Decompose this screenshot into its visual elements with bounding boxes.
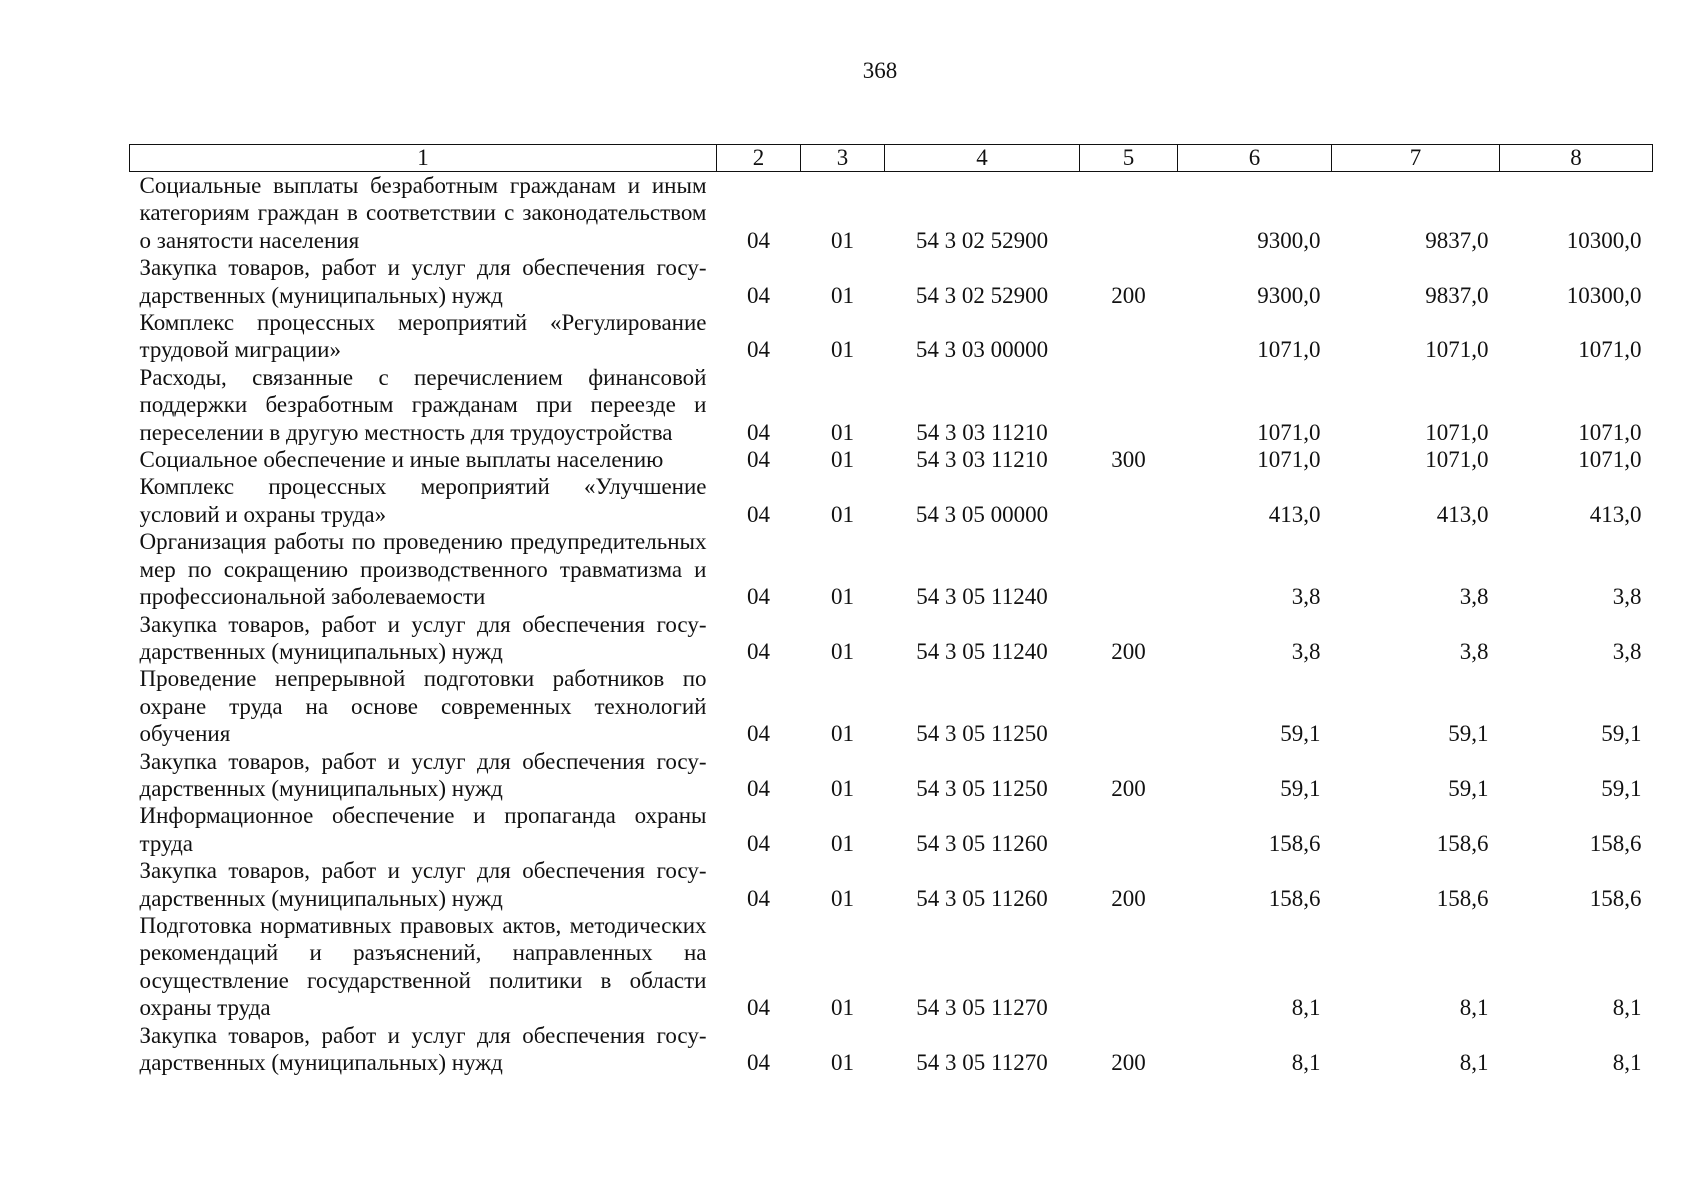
expense-type-code (1080, 364, 1178, 446)
amount-col-7: 1071,0 (1425, 337, 1489, 363)
amount-col-7: 158,6 (1436, 885, 1489, 911)
amount-col-7: 8,1 (1459, 995, 1489, 1021)
table-row (130, 364, 1653, 446)
column-header-3: 3 (801, 145, 885, 172)
expense-type-code (1080, 665, 1178, 747)
amount-col-8: 1071,0 (1578, 337, 1642, 363)
amount-col-6: 413,0 (1268, 501, 1321, 527)
budget-table (129, 144, 1653, 1076)
column-header-6: 6 (1178, 145, 1332, 172)
table-row (130, 473, 1653, 528)
amount-col-8: 158,6 (1589, 830, 1642, 856)
section-code: 04 (747, 447, 770, 473)
subsection-code: 01 (831, 501, 854, 527)
expense-name: Социальные выплаты безработным гражданам и иным категориям граждан в соответствии с законодательством о занятости населения (139, 173, 707, 253)
target-article-code: 54 3 05 11240 (916, 584, 1048, 610)
expense-name: Подготовка нормативных правовых актов, методических рекомендаций и разъяснений, направленных на осуществление государственной политики в области охраны труда (139, 912, 707, 1021)
target-article-code: 54 3 05 00000 (915, 501, 1049, 527)
table-row (130, 528, 1653, 610)
expense-type-code (1080, 912, 1178, 1022)
amount-col-7: 9837,0 (1425, 282, 1489, 308)
amount-col-7: 3,8 (1459, 638, 1489, 664)
amount-col-6: 1071,0 (1257, 337, 1321, 363)
target-article-code: 54 3 05 11270 (916, 995, 1048, 1021)
amount-col-7: 3,8 (1459, 584, 1489, 610)
expense-type-code: 200 (1111, 775, 1146, 801)
section-code: 04 (747, 885, 770, 911)
amount-col-6: 59,1 (1280, 721, 1321, 747)
amount-col-8: 10300,0 (1566, 227, 1642, 253)
column-header-7: 7 (1332, 145, 1500, 172)
expense-name: Социальное обеспечение и иные выплаты населению (139, 447, 664, 473)
amount-col-7: 158,6 (1436, 830, 1489, 856)
column-header-8: 8 (1500, 145, 1653, 172)
subsection-code: 01 (831, 995, 854, 1021)
section-code: 04 (747, 1050, 770, 1075)
expense-name: Расходы, связанные с перечислением финансовой поддержки безработным гражданам при переезде и переселении в другую местность для трудоустройства (139, 364, 707, 445)
expense-name: Закупка товаров, работ и услуг для обеспечения государственных (муниципальных) нужд (139, 858, 707, 911)
expense-type-code: 200 (1111, 638, 1146, 664)
amount-col-7: 8,1 (1459, 1050, 1489, 1075)
target-article-code: 54 3 05 11250 (916, 775, 1048, 801)
expense-type-code: 300 (1111, 447, 1146, 473)
amount-col-8: 1071,0 (1578, 419, 1642, 445)
target-article-code: 54 3 03 11210 (916, 447, 1048, 473)
table-row (130, 802, 1653, 857)
column-header-4: 4 (885, 145, 1080, 172)
table-row (130, 172, 1653, 255)
page-number: 368 (862, 58, 898, 83)
amount-col-6: 1071,0 (1257, 447, 1321, 473)
expense-name: Закупка товаров, работ и услуг для обеспечения государственных (муниципальных) нужд (139, 255, 707, 308)
table-row (130, 912, 1653, 1022)
amount-col-6: 9300,0 (1257, 282, 1321, 308)
amount-col-6: 3,8 (1291, 638, 1321, 664)
expense-type-code (1080, 309, 1178, 364)
section-code: 04 (747, 337, 770, 363)
amount-col-7: 1071,0 (1425, 447, 1489, 473)
amount-col-8: 10300,0 (1566, 282, 1642, 308)
amount-col-8: 3,8 (1612, 638, 1642, 664)
expense-name: Закупка товаров, работ и услуг для обеспечения государственных (муниципальных) нужд (139, 611, 707, 664)
amount-col-8: 3,8 (1612, 584, 1642, 610)
amount-col-8: 59,1 (1601, 775, 1642, 801)
table-row (130, 748, 1653, 803)
table-row (130, 611, 1653, 666)
section-code: 04 (747, 995, 770, 1021)
amount-col-6: 59,1 (1280, 775, 1321, 801)
expense-name: Закупка товаров, работ и услуг для обеспечения государственных (муниципальных) нужд (139, 1022, 707, 1075)
column-header-1: 1 (130, 145, 717, 172)
expense-type-code (1080, 528, 1178, 610)
target-article-code: 54 3 05 11240 (916, 638, 1048, 664)
header-row (130, 145, 1653, 172)
amount-col-8: 1071,0 (1578, 447, 1642, 473)
subsection-code: 01 (831, 638, 854, 664)
amount-col-6: 158,6 (1268, 830, 1321, 856)
amount-col-6: 9300,0 (1257, 227, 1321, 253)
expense-name: Комплекс процессных мероприятий «Улучшение условий и охраны труда» (139, 474, 707, 527)
amount-col-6: 158,6 (1268, 885, 1321, 911)
subsection-code: 01 (831, 584, 854, 610)
section-code: 04 (747, 775, 770, 801)
expense-name: Проведение непрерывной подготовки работников по охране труда на основе современных технологий обучения (139, 666, 707, 747)
column-header-2: 2 (717, 145, 801, 172)
table-row (130, 857, 1653, 912)
expense-type-code (1080, 172, 1178, 255)
section-code: 04 (747, 638, 770, 664)
subsection-code: 01 (831, 885, 854, 911)
expense-type-code: 200 (1111, 1050, 1146, 1075)
target-article-code: 54 3 05 11260 (916, 885, 1048, 911)
target-article-code: 54 3 05 11250 (916, 721, 1048, 747)
subsection-code: 01 (831, 447, 854, 473)
target-article-code: 54 3 03 00000 (915, 337, 1049, 363)
subsection-code: 01 (831, 721, 854, 747)
subsection-code: 01 (831, 830, 854, 856)
amount-col-6: 8,1 (1291, 1050, 1321, 1075)
table-row (130, 665, 1653, 747)
table-row (130, 309, 1653, 364)
table-row (130, 254, 1653, 309)
amount-col-7: 59,1 (1448, 721, 1489, 747)
expense-type-code: 200 (1111, 282, 1146, 308)
section-code: 04 (747, 584, 770, 610)
section-code: 04 (747, 721, 770, 747)
target-article-code: 54 3 02 52900 (915, 227, 1049, 253)
subsection-code: 01 (831, 419, 854, 445)
amount-col-7: 59,1 (1448, 775, 1489, 801)
expense-name: Комплекс процессных мероприятий «Регулирование трудовой миграции» (139, 310, 707, 363)
subsection-code: 01 (831, 337, 854, 363)
amount-col-7: 1071,0 (1425, 419, 1489, 445)
target-article-code: 54 3 03 11210 (916, 419, 1048, 445)
expense-type-code (1080, 802, 1178, 857)
amount-col-8: 59,1 (1601, 721, 1642, 747)
subsection-code: 01 (831, 282, 854, 308)
amount-col-6: 8,1 (1291, 995, 1321, 1021)
expense-name: Закупка товаров, работ и услуг для обеспечения государственных (муниципальных) нужд (139, 748, 707, 801)
table-body (130, 172, 1653, 1077)
subsection-code: 01 (831, 227, 854, 253)
section-code: 04 (747, 501, 770, 527)
amount-col-7: 9837,0 (1425, 227, 1489, 253)
expense-name: Организация работы по проведению предупредительных мер по сокращению производственного травматизма и профессиональной заболеваемости (139, 529, 707, 610)
column-header-5: 5 (1080, 145, 1178, 172)
table-header (130, 145, 1653, 172)
section-code: 04 (747, 830, 770, 856)
target-article-code: 54 3 05 11260 (916, 830, 1048, 856)
target-article-code: 54 3 05 11270 (916, 1050, 1048, 1075)
amount-col-8: 413,0 (1589, 501, 1642, 527)
amount-col-7: 413,0 (1436, 501, 1489, 527)
expense-name: Информационное обеспечение и пропаганда охраны труда (139, 803, 707, 856)
section-code: 04 (747, 419, 770, 445)
subsection-code: 01 (831, 775, 854, 801)
section-code: 04 (747, 282, 770, 308)
subsection-code: 01 (831, 1050, 854, 1075)
target-article-code: 54 3 02 52900 (915, 282, 1049, 308)
table-row (130, 1022, 1653, 1077)
amount-col-8: 158,6 (1589, 885, 1642, 911)
section-code: 04 (747, 227, 770, 253)
amount-col-8: 8,1 (1612, 1050, 1642, 1075)
amount-col-6: 1071,0 (1257, 419, 1321, 445)
table-row (130, 446, 1653, 473)
expense-type-code: 200 (1111, 885, 1146, 911)
expense-type-code (1080, 473, 1178, 528)
amount-col-8: 8,1 (1612, 995, 1642, 1021)
amount-col-6: 3,8 (1291, 584, 1321, 610)
